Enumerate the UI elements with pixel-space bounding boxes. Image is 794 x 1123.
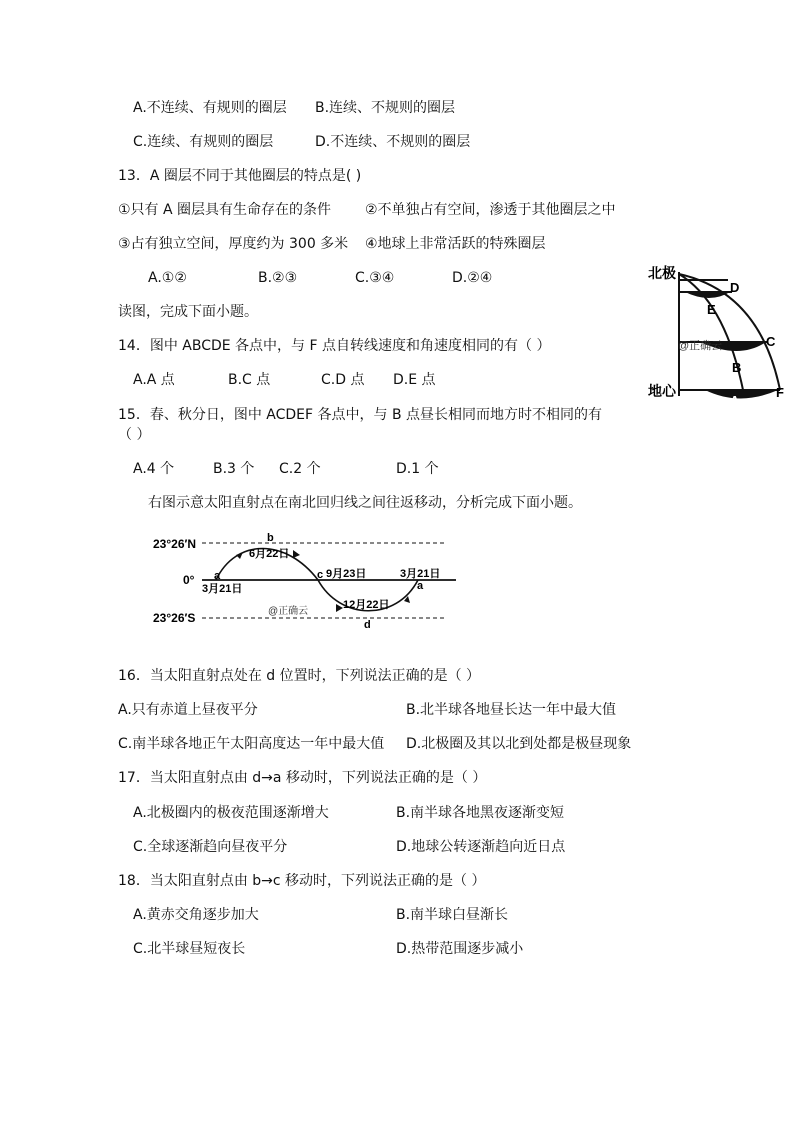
fig2-point-c: c — [317, 569, 324, 581]
q14-option-b: B.C 点 — [228, 372, 271, 388]
q15-stem: 15．春、秋分日，图中 ACDEF 各点中，与 B 点昼长相同而地方时不相同的有 — [118, 407, 603, 423]
q14-option-a: A.A 点 — [133, 372, 175, 388]
fig2-arrow-1 — [236, 552, 243, 559]
q16-option-d: D.北极圈及其以北到处都是极昼现象 — [406, 736, 632, 752]
fig2-date-mar-end: 3月21日 — [400, 568, 441, 580]
fig2-arrow-3 — [336, 604, 343, 612]
subsolar-migration-figure — [150, 528, 460, 633]
q15-option-d: D.1 个 — [396, 461, 439, 477]
fig1-watermark: @正确云 — [678, 340, 723, 352]
fig2-lat-n-label: 23°26′N — [153, 537, 197, 551]
q18-option-d: D.热带范围逐步减小 — [396, 941, 524, 957]
q16-stem: 16．当太阳直射点处在 d 位置时，下列说法正确的是（ ） — [118, 668, 481, 684]
fig2-date-sep: 9月23日 — [326, 568, 367, 580]
q13-option-c: C.③④ — [355, 270, 395, 286]
q12-option-a: A.不连续、有规则的圈层 — [133, 100, 287, 116]
q18-option-a: A.黄赤交角逐步加大 — [133, 907, 259, 923]
fig2-date-dec: 12月22日 — [343, 599, 390, 611]
fig2-watermark: @正确云 — [268, 606, 309, 617]
fig1-label-f: F — [776, 385, 784, 400]
intro-read-figure: 读图，完成下面小题。 — [118, 304, 258, 320]
q13-statement-4: ④地球上非常活跃的特殊圈层 — [365, 236, 546, 252]
q12-option-c: C.连续、有规则的圈层 — [133, 134, 274, 150]
q13-stem: 13．A 圈层不同于其他圈层的特点是( ) — [118, 168, 362, 184]
q18-option-c: C.北半球昼短夜长 — [133, 941, 246, 957]
q16-option-c: C.南半球各地正午太阳高度达一年中最大值 — [118, 736, 385, 752]
q18-option-b: B.南半球白昼渐长 — [396, 907, 509, 923]
fig1-label-e: E — [707, 302, 716, 317]
q13-option-b: B.②③ — [258, 270, 298, 286]
fig1-label-c: C — [766, 334, 776, 349]
fig1-label-d: D — [730, 280, 740, 295]
q13-statement-1: ①只有 A 圈层具有生命存在的条件 — [118, 202, 332, 218]
q17-option-a: A.北极圈内的极夜范围逐渐增大 — [133, 805, 329, 821]
q15-option-b: B.3 个 — [213, 461, 255, 477]
q16-option-a: A.只有赤道上昼夜平分 — [118, 702, 258, 718]
q18-stem: 18．当太阳直射点由 b→c 移动时，下列说法正确的是（ ） — [118, 873, 486, 889]
fig2-point-a-end: a — [417, 580, 424, 592]
q15-stem-bracket: （ ） — [118, 427, 151, 443]
fig1-label-a: A — [730, 393, 740, 408]
q12-option-b: B.连续、不规则的圈层 — [315, 100, 456, 116]
q13-option-d: D.②④ — [452, 270, 493, 286]
fig2-arrow-2 — [293, 550, 300, 558]
q14-option-d: D.E 点 — [393, 372, 436, 388]
fig1-north-pole-label: 北极 — [648, 265, 676, 281]
fig2-date-mar-start: 3月21日 — [202, 583, 243, 595]
fig2-date-jun: 6月22日 — [249, 548, 290, 560]
earth-section-figure — [640, 262, 790, 412]
q17-stem: 17．当太阳直射点由 d→a 移动时，下列说法正确的是（ ） — [118, 770, 487, 786]
q17-option-d: D.地球公转逐渐趋向近日点 — [396, 839, 566, 855]
q15-option-a: A.4 个 — [133, 461, 175, 477]
q13-statement-2: ②不单独占有空间，渗透于其他圈层之中 — [365, 202, 616, 218]
q16-option-b: B.北半球各地昼长达一年中最大值 — [406, 702, 617, 718]
fig2-point-d: d — [364, 619, 371, 631]
fig2-equator-label: 0° — [183, 573, 195, 587]
q13-option-a: A.①② — [148, 270, 187, 286]
q15-option-c: C.2 个 — [279, 461, 321, 477]
fig1-shade-d — [685, 292, 730, 298]
q14-stem: 14．图中 ABCDE 各点中，与 F 点自转线速度和角速度相同的有（ ） — [118, 338, 551, 354]
fig1-shade-f — [705, 390, 778, 399]
fig2-point-b: b — [267, 532, 274, 544]
fig1-center-label: 地心 — [648, 383, 676, 399]
fig2-point-a-start: a — [214, 570, 221, 582]
q12-option-d: D.不连续、不规则的圈层 — [315, 134, 471, 150]
fig2-lat-s-label: 23°26′S — [153, 611, 196, 625]
q13-statement-3: ③占有独立空间，厚度约为 300 多米 — [118, 236, 349, 252]
q14-option-c: C.D 点 — [321, 372, 365, 388]
q17-option-c: C.全球逐渐趋向昼夜平分 — [133, 839, 288, 855]
fig1-label-b: B — [732, 360, 742, 375]
intro-solar-figure: 右图示意太阳直射点在南北回归线之间往返移动，分析完成下面小题。 — [148, 495, 582, 511]
q17-option-b: B.南半球各地黑夜逐渐变短 — [396, 805, 565, 821]
